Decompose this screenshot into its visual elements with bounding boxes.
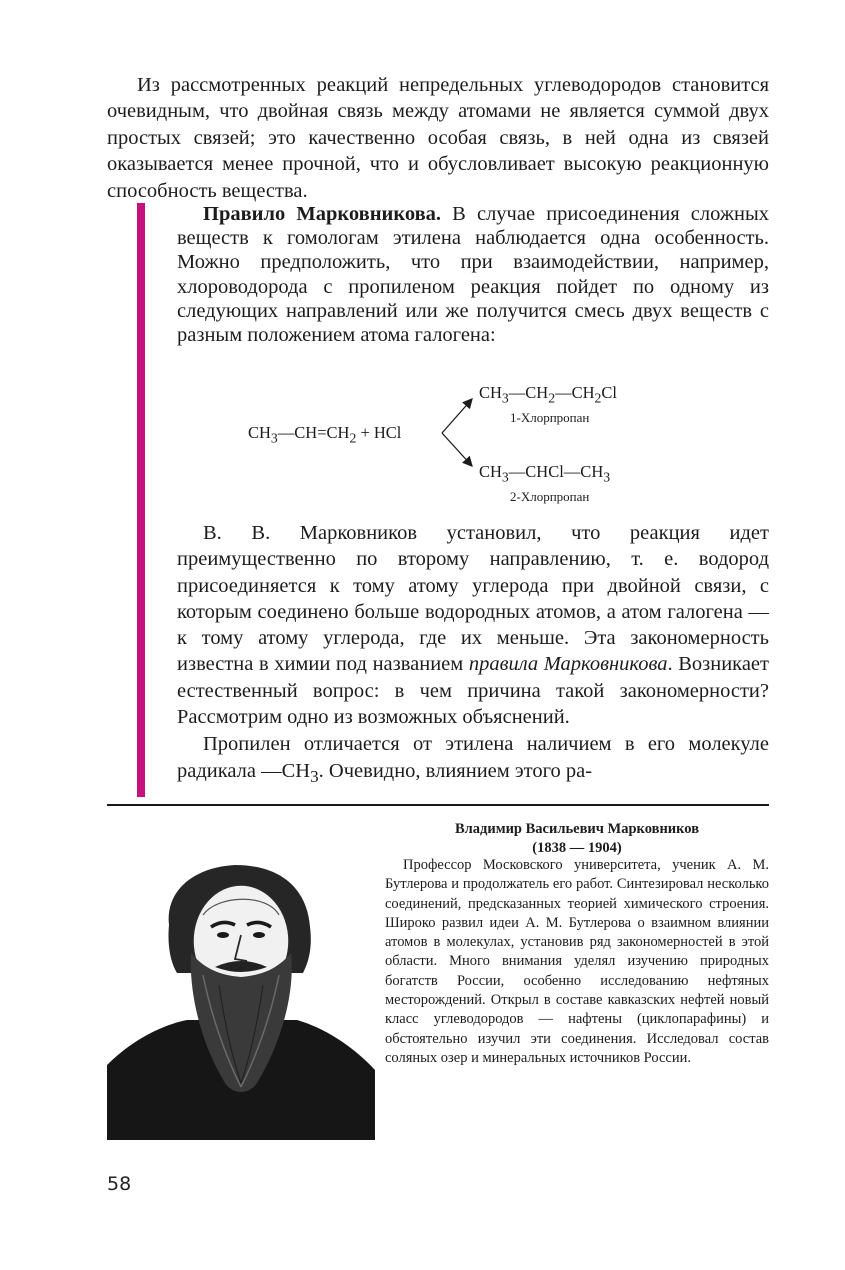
rule-text: В случае присоединения сложных веществ к гомологам этилена наблюдается одна особенность. Можно предположить, что при взаимодействии, например, хлороводорода с пропиленом реакция пойдет по одному из следующих направлений или же получится смесь двух веществ с разным положением атома галогена: [177, 203, 769, 347]
propylene-paragraph: Пропилен отличается от этилена наличием в его молекуле радикала $—CH_3$. Очевидно, влиянием этого ра- [177, 733, 769, 786]
product1-name: 1-Хлорпропан [510, 410, 590, 425]
bio-text: Профессор Московского университета, ученик А. М. Бутлерова и продолжатель его работ. Синтезировал несколько соединений, предсказанных теорией химического строения. Широко развил идеи А. М. Бутлерова о взаимном влиянии атомов в молекулах, установив ряд закономерностей в этой области. Много внимания уделял изучению природных богатств России, особенно исследованию нефтяных месторождений. Открыл в составе кавказских нефтей новый класс углеводородов — нафтены (циклопарафины) и обстоятельно изучил эти соединения. Исследовал состав соляных озер и минеральных источников России. [385, 857, 769, 1066]
portrait-image [107, 855, 375, 1140]
product2-name: 2-Хлорпропан [510, 489, 590, 504]
accent-bar [137, 203, 145, 797]
rule-term: правила Марковникова [468, 653, 668, 676]
section-divider [107, 804, 769, 806]
rule-paragraph [177, 202, 769, 347]
arrow-up-icon [442, 399, 472, 433]
explanation-paragraph: В. В. Марковников установил, что реакция идет преимущественно по второму направлению, т. е. водород присоединяется к тому атому углерода при двойной связи, с которым соединено больше водородных атомов, а атом галогена — к тому атому углерода, где их меньше. Эта закономерность известна в химии под названием правила Марковникова. Возникает естественный вопрос: в чем причина такой закономерности? Рассмотрим одно из возможных объяснений. [177, 522, 769, 729]
markovnikov-rule-section [177, 202, 769, 347]
bio-name: Владимир Васильевич Марковников [454, 821, 700, 837]
reaction-scheme [248, 380, 668, 510]
intro-paragraph: Из рассмотренных реакций непредельных углеводородов становится очевидным, что двойная связь между атомами не является суммой двух простых связей; это качественно особая связь, в ней одна из связей оказывается менее прочной, что и обусловливает высокую реакционную способность вещества. [107, 74, 769, 202]
explanation-section [177, 520, 769, 790]
product1-formula: $CH_3—CH_2—CH_2Cl$ [479, 383, 617, 406]
reactants-formula: $CH_3—CH=CH_2$ + HCl [248, 423, 402, 446]
arrow-down-icon [442, 433, 472, 466]
bio-years: (1838 — 1904) [532, 840, 622, 856]
rule-title: Правило Марковникова. [203, 203, 442, 225]
product2-formula: $CH_3—CHCl—CH_3$ [479, 462, 611, 485]
page-number: 58 [107, 1173, 132, 1195]
bio-heading [385, 820, 769, 858]
